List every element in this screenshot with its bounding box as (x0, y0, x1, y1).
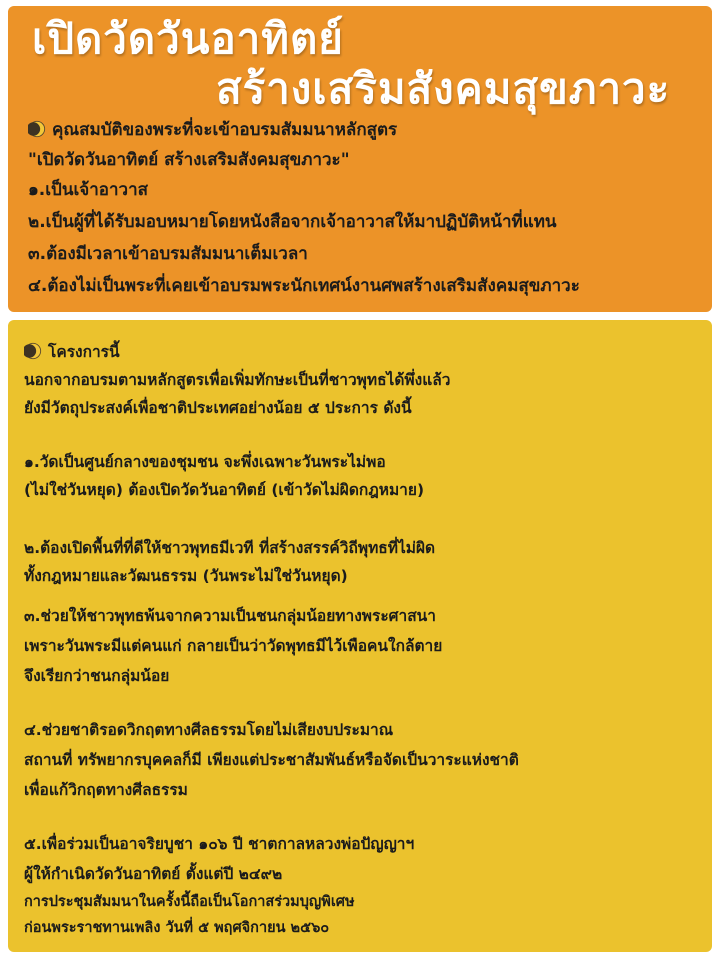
point-4-line-3: เพื่อแก้วิกฤตทางศีลธรรม (24, 781, 188, 799)
point-3-line-2: เพราะวันพระมีแต่คนแก่ กลายเป็นว่าวัดพุทธมีไว้เพือคนใกล้ตาย (24, 637, 443, 655)
project-intro-line-1: นอกจากอบรมตามหลักสูตรเพื่อเพิ่มทักษะเป็นที่ชาวพุทธได้พึ่งแล้ว (24, 371, 451, 389)
point-5-line-2: ผู้ให้กำเนิดวัดวันอาทิตย์ ตั้งแต่ปี ๒๔๙๒ (24, 865, 283, 883)
project-heading: โครงการนี้ (48, 343, 120, 361)
qualification-item-4: ๔.ต้องไม่เป็นพระที่เคยเข้าอบรมพระนักเทศน์งานศพสร้างเสริมสังคมสุขภาวะ (28, 276, 580, 296)
title-line-2: สร้างเสริมสังคมสุขภาวะ (216, 64, 671, 113)
qualifications-panel (8, 6, 712, 312)
crescent-moon-icon (24, 342, 42, 360)
note-line-1: การประชุมสัมมนาในครั้งนี้ถือเป็นโอกาสร่วมบุญพิเศษ (24, 894, 355, 910)
point-1-line-2: (ไม่ใช่วันหยุด) ต้องเปิดวัดวันอาทิตย์ (เข้าวัดไม่ผิดกฎหมาย) (24, 481, 425, 499)
point-3-line-3: จึงเรียกว่าชนกลุ่มน้อย (24, 667, 170, 685)
point-2-line-1: ๒.ต้องเปิดพื้นที่ที่ดีให้ชาวพุทธมีเวที ที่สร้างสรรค์วิถีพุทธที่ไม่ผิด (24, 539, 436, 557)
point-2-line-2: ทั้งกฎหมายและวัฒนธรรม (วันพระไม่ใช่วันหยุด) (24, 567, 348, 585)
point-4-line-1: ๔.ช่วยชาติรอดวิกฤตทางศีลธรรมโดยไม่เสียงบประมาณ (24, 721, 394, 739)
project-panel (8, 320, 712, 952)
qualifications-subheading: "เปิดวัดวันอาทิตย์ สร้างเสริมสังคมสุขภาวะ" (28, 150, 350, 170)
qualification-item-3: ๓.ต้องมีเวลาเข้าอบรมสัมมนาเต็มเวลา (28, 244, 308, 264)
qualification-item-1: ๑.เป็นเจ้าอาวาส (28, 180, 149, 200)
project-heading-row (24, 340, 700, 364)
qualification-item-2: ๒.เป็นผู้ที่ได้รับมอบหมายโดยหนังสือจากเจ้าอาวาสให้มาปฏิบัติหน้าที่แทน (28, 212, 557, 232)
crescent-moon-icon (28, 120, 46, 138)
note-line-2: ก่อนพระราชทานเพลิง วันที่ ๕ พฤศจิกายน ๒๕๖๐ (24, 920, 330, 936)
point-3-line-1: ๓.ช่วยให้ชาวพุทธพ้นจากความเป็นชนกลุ่มน้อยทางพระศาสนา (24, 607, 436, 625)
title-line-1: เปิดวัดวันอาทิตย์ (32, 14, 344, 63)
point-5-line-1: ๕.เพื่อร่วมเป็นอาจริยบูชา ๑๐๖ ปี ชาตกาลหลวงพ่อปัญญาฯ (24, 835, 415, 853)
qualifications-heading-row (28, 118, 700, 142)
point-1-line-1: ๑.วัดเป็นศูนย์กลางของชุมชน จะพึ่งเฉพาะวันพระไม่พอ (24, 453, 386, 471)
project-intro-line-2: ยังมีวัตถุประสงค์เพื่อชาติประเทศอย่างน้อย ๕ ประการ ดังนี้ (24, 399, 412, 417)
point-4-line-2: สถานที่ ทรัพยากรบุคคลก็มี เพียงแต่ประชาสัมพันธ์หรือจัดเป็นวาระแห่งชาติ (24, 751, 519, 769)
qualifications-heading: คุณสมบัติของพระที่จะเข้าอบรมสัมมนาหลักสูตร (52, 120, 398, 140)
